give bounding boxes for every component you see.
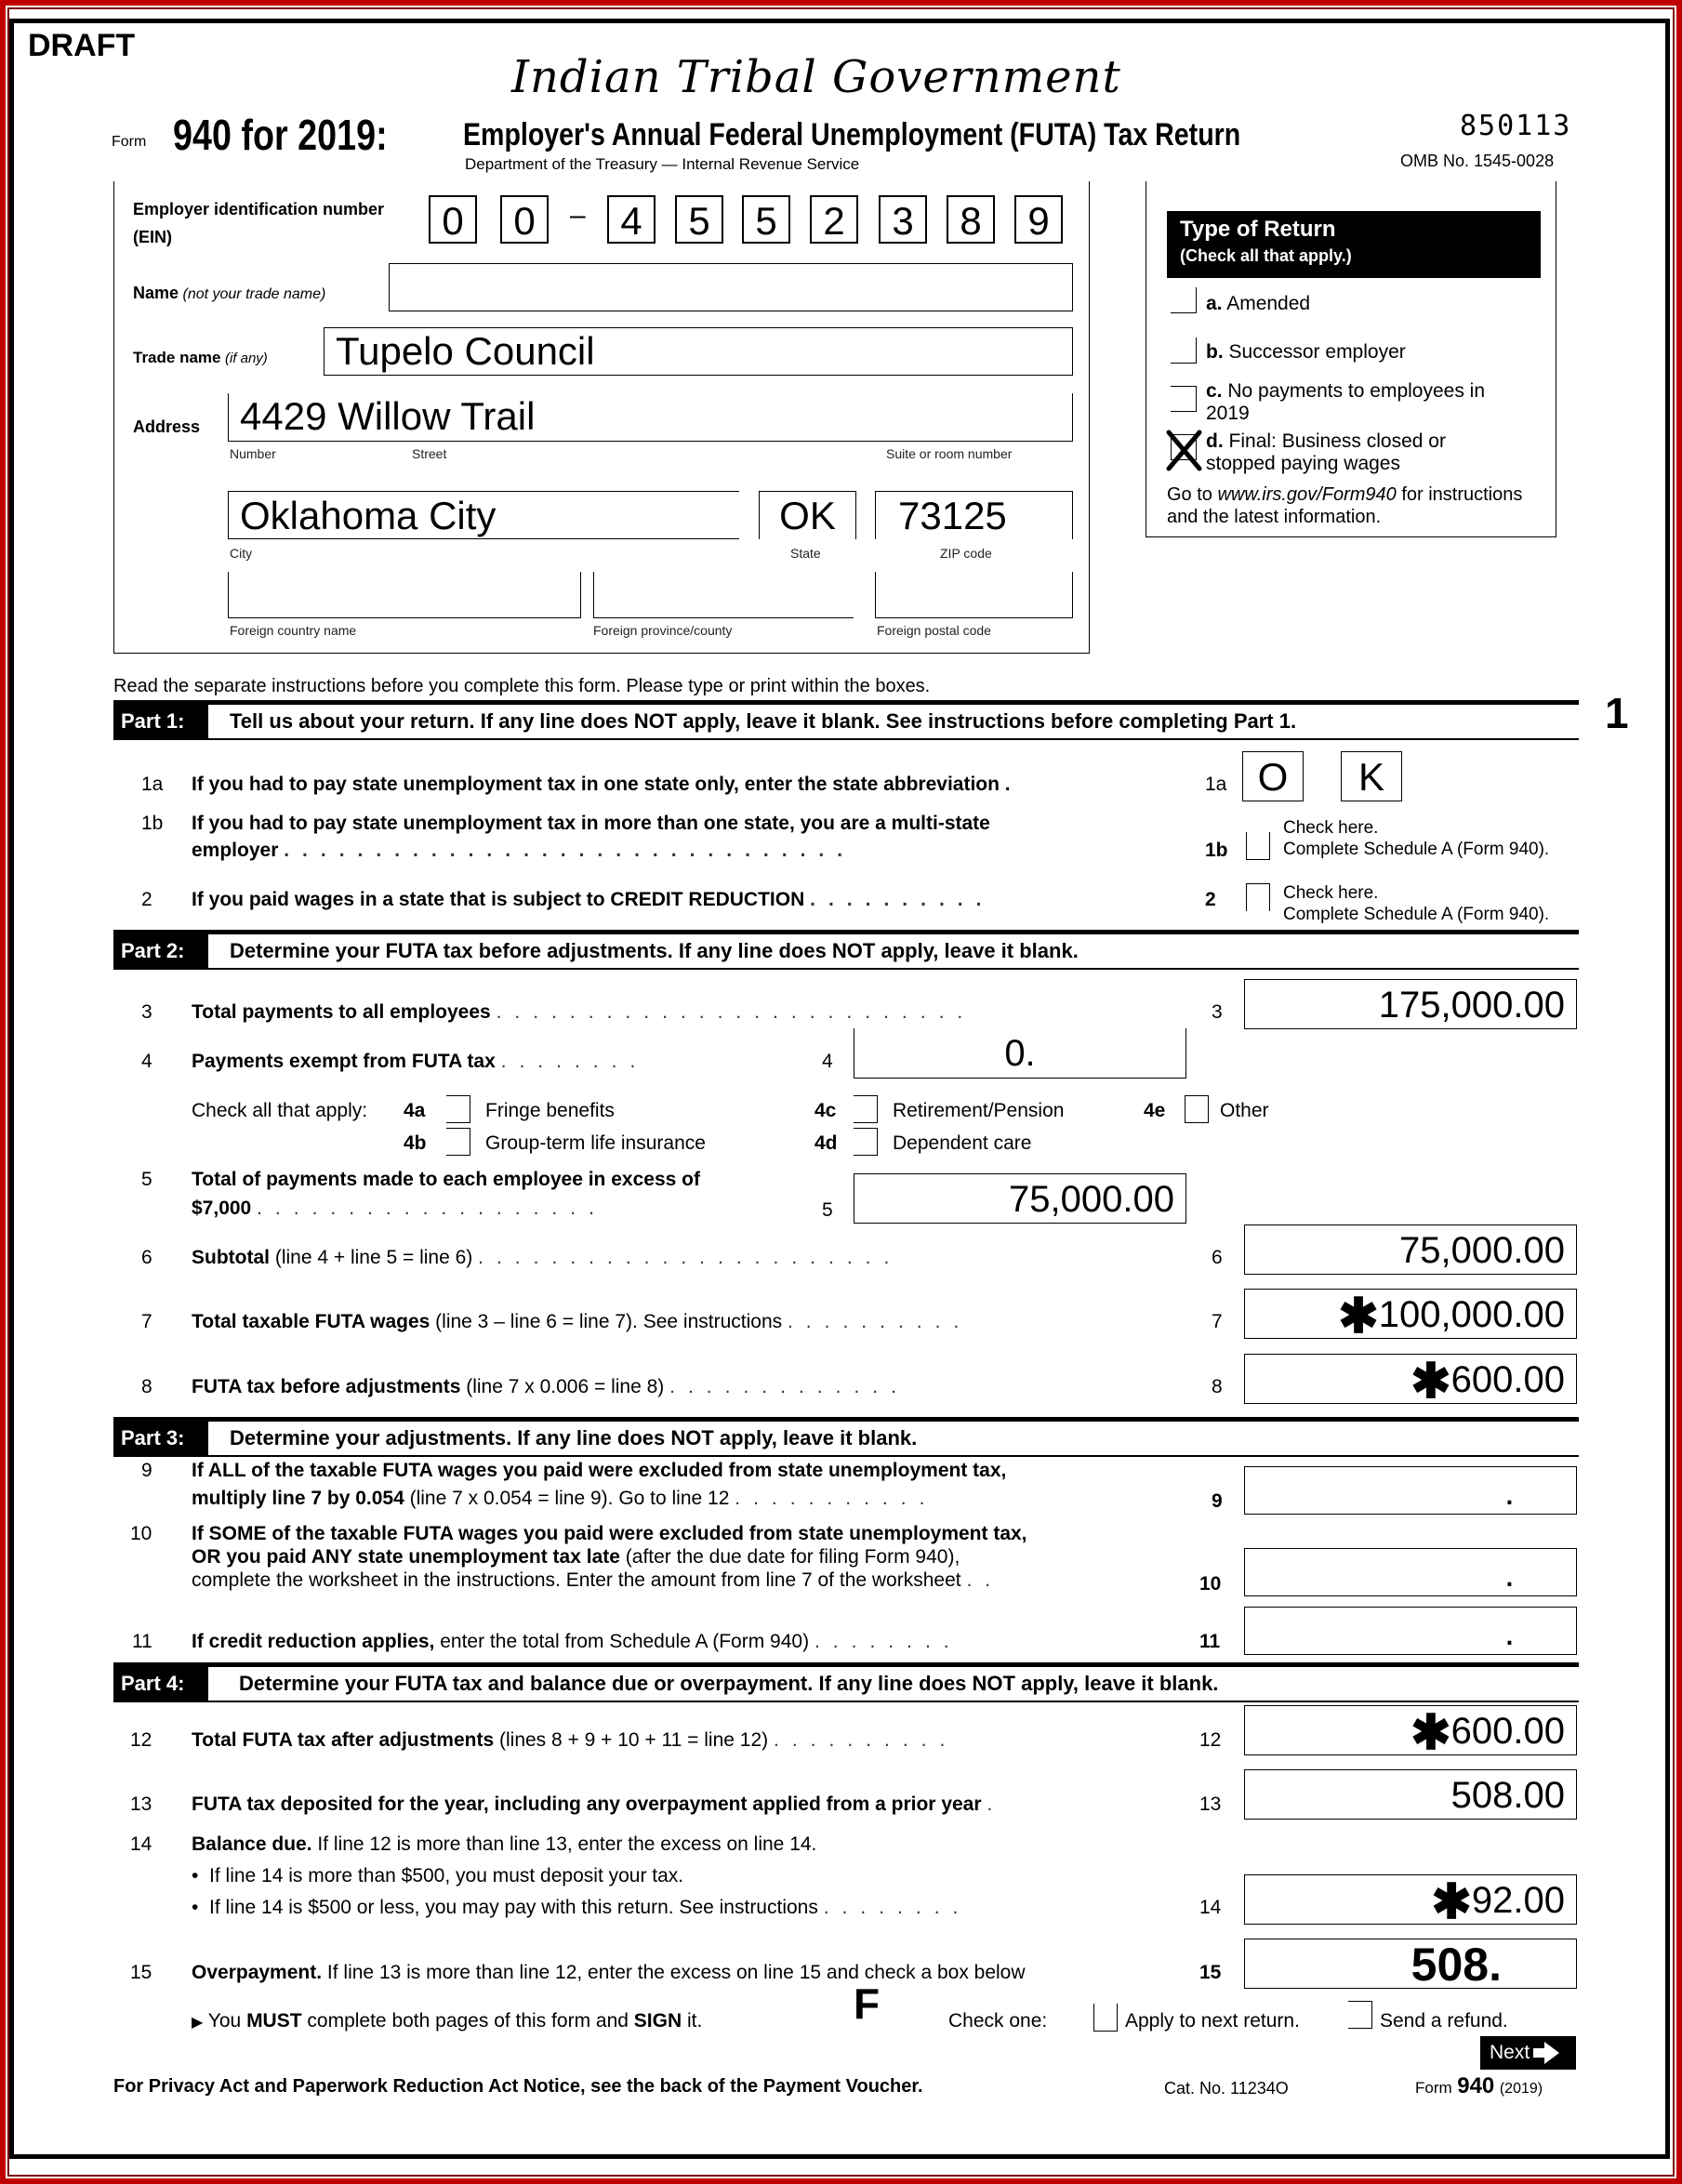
zip-field[interactable] [875,491,1073,539]
caption-foreign-postal: Foreign postal code [877,623,991,638]
line-text-normal: (line 7 x 0.054 = line 9). Go to line 12 [404,1488,730,1509]
triangle-right-icon: ▶ [192,2015,204,2031]
ein-digit[interactable]: 3 [879,195,927,244]
next-label: Next [1490,2042,1530,2063]
part-title: Determine your adjustments. If any line does NOT apply, leave it blank. [230,1426,918,1449]
handwritten-title: Indian Tribal Government [511,51,1121,103]
asterisk-mark-icon: ✱ [1431,1875,1472,1929]
line-6-amount[interactable]: 75,000.00 [1244,1224,1577,1275]
option-code: 4d [815,1132,838,1154]
option-label: Other [1220,1100,1269,1121]
sign-text-bold: MUST [246,2010,302,2032]
no-payments-checkbox[interactable] [1171,386,1197,412]
option-letter: c. [1206,380,1223,402]
line-13-amount[interactable]: 508.00 [1244,1769,1577,1820]
line-1a-text: If you had to pay state unemployment tax in one state only, enter the state abbreviation . [192,774,1011,795]
line-3-text: Total payments to all employees .......................... [192,1001,976,1023]
line-text: complete the worksheet in the instructions. Enter the amount from line 7 of the worksheet [192,1569,961,1591]
name-label-text: Name [133,284,179,302]
line-text: If you paid wages in a state that is subject to CREDIT REDUCTION [192,889,805,910]
foreign-postal-value [876,577,887,621]
line-number: 11 [132,1631,152,1652]
line-9-amount[interactable]: . [1244,1466,1577,1515]
final-checkbox[interactable] [1171,434,1197,460]
line-ref: 10 [1199,1573,1222,1595]
line-number: 3 [141,1001,152,1023]
address-label: Address [133,417,201,436]
line-7-amount[interactable] [1244,1289,1577,1343]
sign-text-bold: SIGN [633,2010,682,2032]
irs-link[interactable]: www.irs.gov/Form940 [1217,484,1397,505]
irs-instructions-note [1167,483,1557,528]
send-refund-checkbox[interactable] [1348,2001,1372,2029]
trade-name-hint: (if any) [224,351,268,366]
ein-digit[interactable]: 5 [742,195,790,244]
line-14-bullet-2: • If line 14 is $500 or less, you may pay with this return. See instructions ........ [192,1897,972,1918]
multi-state-checkbox[interactable] [1246,832,1270,860]
retirement-pension-checkbox[interactable] [854,1095,878,1123]
credit-reduction-checkbox[interactable] [1246,883,1270,911]
foreign-province-field[interactable] [593,572,854,618]
line-number: 6 [141,1247,152,1268]
trade-name-label [133,349,268,367]
final-option [1206,430,1485,475]
amount-value: 92.00 [1471,1880,1565,1921]
foreign-country-field[interactable] [228,572,581,618]
line-5-text-2: $7,000 ................... [192,1198,607,1219]
line-15-amount[interactable]: 508. [1244,1939,1577,1989]
part-tag: Part 3: [113,1422,208,1455]
line-12-text: Total FUTA tax after adjustments (lines 8 + 9 + 10 + 11 = line 12) .......... [192,1729,959,1751]
line-ref: 11 [1199,1631,1221,1652]
caption-number: Number [230,446,276,461]
line-text-bold: Subtotal [192,1247,270,1268]
line-10-amount[interactable]: . [1244,1548,1577,1596]
type-of-return-header [1167,211,1541,278]
city-value: Oklahoma City [240,494,497,537]
line-text: employer [192,840,279,861]
part-4-header [113,1662,1579,1702]
form-number: 940 for 2019: [173,111,388,159]
check-one-label: Check one: [948,2010,1048,2032]
apply-next-return-label: Apply to next return. [1125,2010,1300,2032]
part-title: Determine your FUTA tax and balance due or overpayment. If any line does NOT apply, leave it blank. [239,1672,1219,1695]
trade-name-label-text: Trade name [133,349,221,366]
caption-foreign-province: Foreign province/county [593,623,733,638]
foreign-country-value [229,577,240,621]
line-text-normal: (after the due date for filing Form 940), [619,1546,960,1568]
name-field[interactable] [389,263,1073,311]
part-title: Determine your FUTA tax before adjustments. If any line does NOT apply, leave it blank. [230,939,1079,962]
city-field[interactable] [228,491,739,539]
instructions-note: Read the separate instructions before you complete this form. Please type or print within the boxes. [113,676,931,696]
line-15-text [192,1962,1026,1984]
state-field[interactable] [759,491,856,539]
footer-form-id [1415,2073,1543,2099]
line-number: 5 [141,1169,152,1190]
line-6-text: Subtotal (line 4 + line 5 = line 6) ....................... [192,1247,903,1268]
state-value: OK [779,494,836,537]
state-abbrev-1[interactable]: O [1242,751,1304,801]
amount-value: 100,000.00 [1378,1294,1565,1335]
option-label: Final: Business closed or stopped paying wages [1206,430,1446,474]
part-tag: Part 2: [113,934,208,968]
line-9-text-2: multiply line 7 by 0.054 (line 7 x 0.054 = line 9). Go to line 12 ........... [192,1488,938,1509]
zip-value: 73125 [898,494,1007,537]
page-number: 1 [1605,689,1629,737]
line-text-normal: If line 12 is more than line 13, enter the excess on line 14. [311,1833,817,1855]
line-text-normal: enter the total from Schedule A (Form 940) [434,1631,810,1652]
line-ref: 8 [1212,1376,1223,1397]
goto-pre: Go to [1167,484,1218,505]
line-text-normal: (line 7 x 0.006 = line 8) [460,1376,665,1397]
line-10-text: If SOME of the taxable FUTA wages you paid were excluded from state unemployment tax, [192,1523,1027,1544]
caption-street: Street [412,446,447,461]
line-text: Total payments to all employees [192,1001,491,1023]
ein-digit[interactable]: 0 [429,195,477,244]
option-code: 4e [1144,1100,1166,1121]
amended-option [1206,293,1310,315]
line-ref: 7 [1212,1311,1223,1332]
option-label: Fringe benefits [485,1100,615,1121]
line-text-normal: (line 3 – line 6 = line 7). See instructions [430,1311,783,1332]
asterisk-mark-icon: ✱ [1410,1355,1451,1409]
form-word: Form [112,134,147,150]
arrow-right-icon [1533,2048,1544,2058]
asterisk-mark-icon: ✱ [1410,1706,1451,1760]
line-ref: 14 [1199,1897,1222,1918]
ein-digit[interactable]: 0 [500,195,549,244]
line-text-bold: multiply line 7 by 0.054 [192,1488,404,1509]
line-text-bold: Overpayment. [192,1962,323,1983]
apply-next-return-checkbox[interactable] [1093,2004,1118,2032]
goto-post: for instructions and the latest information. [1167,484,1523,527]
line-text: Payments exempt from FUTA tax [192,1051,496,1072]
line-number: 10 [130,1523,152,1544]
line-number: 8 [141,1376,152,1397]
amount-value: 600.00 [1450,1359,1565,1400]
option-letter: b. [1206,341,1224,363]
option-label: Group-term life insurance [485,1132,706,1154]
line-4-amount[interactable]: 0. [854,1028,1186,1079]
line-ref: 6 [1212,1247,1223,1268]
option-letter: a. [1206,293,1223,314]
part-3-header [113,1417,1579,1457]
part-tag: Part 1: [113,705,208,738]
line-number: 15 [130,1962,152,1983]
option-label: Amended [1226,293,1311,314]
line-10-text-2 [192,1546,960,1569]
line-9-text: If ALL of the taxable FUTA wages you paid were excluded from state unemployment tax, [192,1460,1007,1481]
line-ref: 1b [1205,840,1228,861]
line-5-amount[interactable]: 75,000.00 [854,1173,1186,1224]
no-payments-option [1206,380,1522,425]
arrow-head-icon [1544,2042,1559,2064]
line-number: 13 [130,1794,152,1815]
line-number: 7 [141,1311,152,1332]
line-ref: 9 [1212,1490,1223,1512]
sign-reminder [192,2010,702,2032]
line-ref: 12 [1199,1729,1222,1751]
footer-form-number: 940 [1457,2073,1495,2098]
ein-digit[interactable]: 8 [947,195,995,244]
check-all-lead: Check all that apply: [192,1100,368,1121]
line-text-normal: If line 13 is more than line 12, enter the excess on line 15 and check a box below [322,1962,1026,1983]
caption-zip: ZIP code [940,546,992,561]
line-number: 12 [130,1729,152,1751]
line-5-text: Total of payments made to each employee in excess of [192,1169,700,1190]
footer-year: (2019) [1499,2081,1543,2097]
line-8-text: FUTA tax before adjustments (line 7 x 0.006 = line 8) ............. [192,1376,909,1397]
form-title: Employer's Annual Federal Unemployment (FUTA) Tax Return [463,117,1241,152]
successor-checkbox[interactable] [1171,338,1197,364]
line-text-bold: OR you paid ANY state unemployment tax late [192,1546,620,1568]
line-12-amount[interactable] [1244,1705,1577,1760]
draft-label: DRAFT [28,28,136,63]
send-refund-label: Send a refund. [1380,2010,1508,2032]
asterisk-mark-icon: ✱ [1338,1290,1379,1343]
type-of-return-subtitle: (Check all that apply.) [1180,246,1352,265]
line-14-bullet-1: • If line 14 is more than $500, you must deposit your tax. [192,1865,684,1886]
amended-checkbox[interactable] [1171,287,1197,313]
line-ref: 5 [822,1199,833,1221]
ein-sublabel: (EIN) [133,228,172,246]
line-text-bold: If credit reduction applies, [192,1631,435,1652]
ein-digit[interactable]: 9 [1014,195,1063,244]
bullet-text: If line 14 is more than $500, you must deposit your tax. [209,1865,684,1886]
foreign-postal-field[interactable] [875,572,1073,618]
line-number: 9 [141,1460,152,1481]
line-2-text: If you paid wages in a state that is subject to CREDIT REDUCTION .......... [192,889,995,910]
line-number: 14 [130,1833,152,1855]
line-11-amount[interactable]: . [1244,1607,1577,1655]
sign-text: complete both pages of this form and [301,2010,634,2032]
line-text-normal: (lines 8 + 9 + 10 + 11 = line 12) [494,1729,769,1751]
line-14-text [192,1833,816,1856]
option-label: Dependent care [893,1132,1032,1154]
line-number: 2 [141,889,152,910]
sign-text: You [207,2010,247,2032]
line-ref: 15 [1199,1962,1222,1983]
fringe-benefits-checkbox[interactable] [446,1095,470,1123]
privacy-notice: For Privacy Act and Paperwork Reduction Act Notice, see the back of the Payment Voucher. [113,2076,923,2097]
part-title: Tell us about your return. If any line does NOT apply, leave it blank. See instructions before completing Part 1. [230,709,1297,733]
part-1-header [113,700,1579,740]
caption-foreign-country: Foreign country name [230,623,357,638]
option-letter: d. [1206,430,1224,452]
line-8-amount[interactable] [1244,1354,1577,1409]
omb-number: OMB No. 1545-0028 [1400,152,1555,170]
line-7-text: Total taxable FUTA wages (line 3 – line 6 = line 7). See instructions .......... [192,1311,973,1332]
type-of-return-box [1146,181,1556,537]
line-text-normal: (line 4 + line 5 = line 6) [270,1247,473,1268]
address-value: 4429 Willow Trail [240,394,536,438]
dependent-care-checkbox[interactable] [854,1128,878,1156]
ein-dash: – [570,200,586,231]
line-ref: 1a [1205,774,1227,795]
check-here-text: Check here. [1283,883,1379,903]
name-hint: (not your trade name) [182,286,326,302]
caption-suite: Suite or room number [886,446,1013,461]
group-term-life-checkbox[interactable] [446,1128,470,1156]
line-3-amount[interactable]: 175,000.00 [1244,979,1577,1029]
ein-digit[interactable]: 4 [607,195,656,244]
department: Department of the Treasury — Internal Revenue Service [465,155,860,173]
line-10-text-3: complete the worksheet in the instructions. Enter the amount from line 7 of the worksheet .. [192,1569,1004,1591]
line-ref: 3 [1212,1001,1223,1023]
line-number: 1b [141,813,164,834]
line-number: 4 [141,1051,152,1072]
name-value [390,270,401,313]
ein-label: Employer identification number [133,200,385,218]
ein-digit[interactable]: 5 [675,195,723,244]
x-mark-icon [1166,430,1203,472]
caption-city: City [230,546,253,561]
bullet-text: If line 14 is $500 or less, you may pay with this return. See instructions [209,1897,818,1918]
line-text: $7,000 [192,1198,252,1219]
line-text-bold: Balance due. [192,1833,312,1855]
ein-digit[interactable]: 2 [810,195,858,244]
line-text: FUTA tax deposited for the year, including any overpayment applied from a prior year [192,1794,982,1815]
option-label: Retirement/Pension [893,1100,1065,1121]
schedule-a-text: Complete Schedule A (Form 940). [1283,840,1550,859]
option-label: No payments to employees in 2019 [1206,380,1485,424]
caption-state: State [790,546,821,561]
line-1b-text-2: employer ............................... [192,840,856,861]
type-of-return-title: Type of Return [1180,217,1336,242]
employer-info-box [113,181,1090,654]
foreign-province-value [594,577,605,621]
sign-text: it. [682,2010,703,2032]
other-checkbox[interactable] [1185,1095,1209,1123]
line-14-amount[interactable] [1244,1874,1577,1929]
line-4-text: Payments exempt from FUTA tax ........ [192,1051,649,1072]
line-ref: 4 [822,1051,833,1072]
line-text-bold: Total FUTA tax after adjustments [192,1729,495,1751]
handwritten-mark: F [854,1979,881,2028]
next-button[interactable] [1480,2036,1576,2070]
option-code: 4a [404,1100,426,1121]
part-2-header [113,930,1579,970]
line-number: 1a [141,774,164,795]
line-ref: 2 [1205,889,1216,910]
part-tag: Part 4: [113,1667,208,1701]
name-label [133,284,325,303]
state-abbrev-2[interactable]: K [1341,751,1402,801]
successor-option [1206,341,1406,364]
line-text-bold: FUTA tax before adjustments [192,1376,461,1397]
schedule-a-text: Complete Schedule A (Form 940). [1283,905,1550,924]
line-text-bold: Total taxable FUTA wages [192,1311,430,1332]
option-code: 4c [815,1100,837,1121]
footer-form-word: Form [1415,2079,1452,2097]
option-code: 4b [404,1132,427,1154]
option-label: Successor employer [1228,341,1406,363]
catalog-number: Cat. No. 11234O [1164,2079,1289,2098]
line-ref: 13 [1199,1794,1222,1815]
amount-value: 600.00 [1450,1711,1565,1752]
trade-name-value: Tupelo Council [336,329,595,373]
trade-name-field[interactable] [324,327,1073,376]
line-1b-text: If you had to pay state unemployment tax in more than one state, you are a multi-state [192,813,990,834]
check-here-text: Check here. [1283,818,1379,838]
address-field[interactable] [228,393,1073,442]
line-11-text: If credit reduction applies, enter the total from Schedule A (Form 940) ........ [192,1631,962,1652]
line-13-text: FUTA tax deposited for the year, including any overpayment applied from a prior year . [192,1794,1006,1815]
document-number: 850113 [1460,110,1572,142]
